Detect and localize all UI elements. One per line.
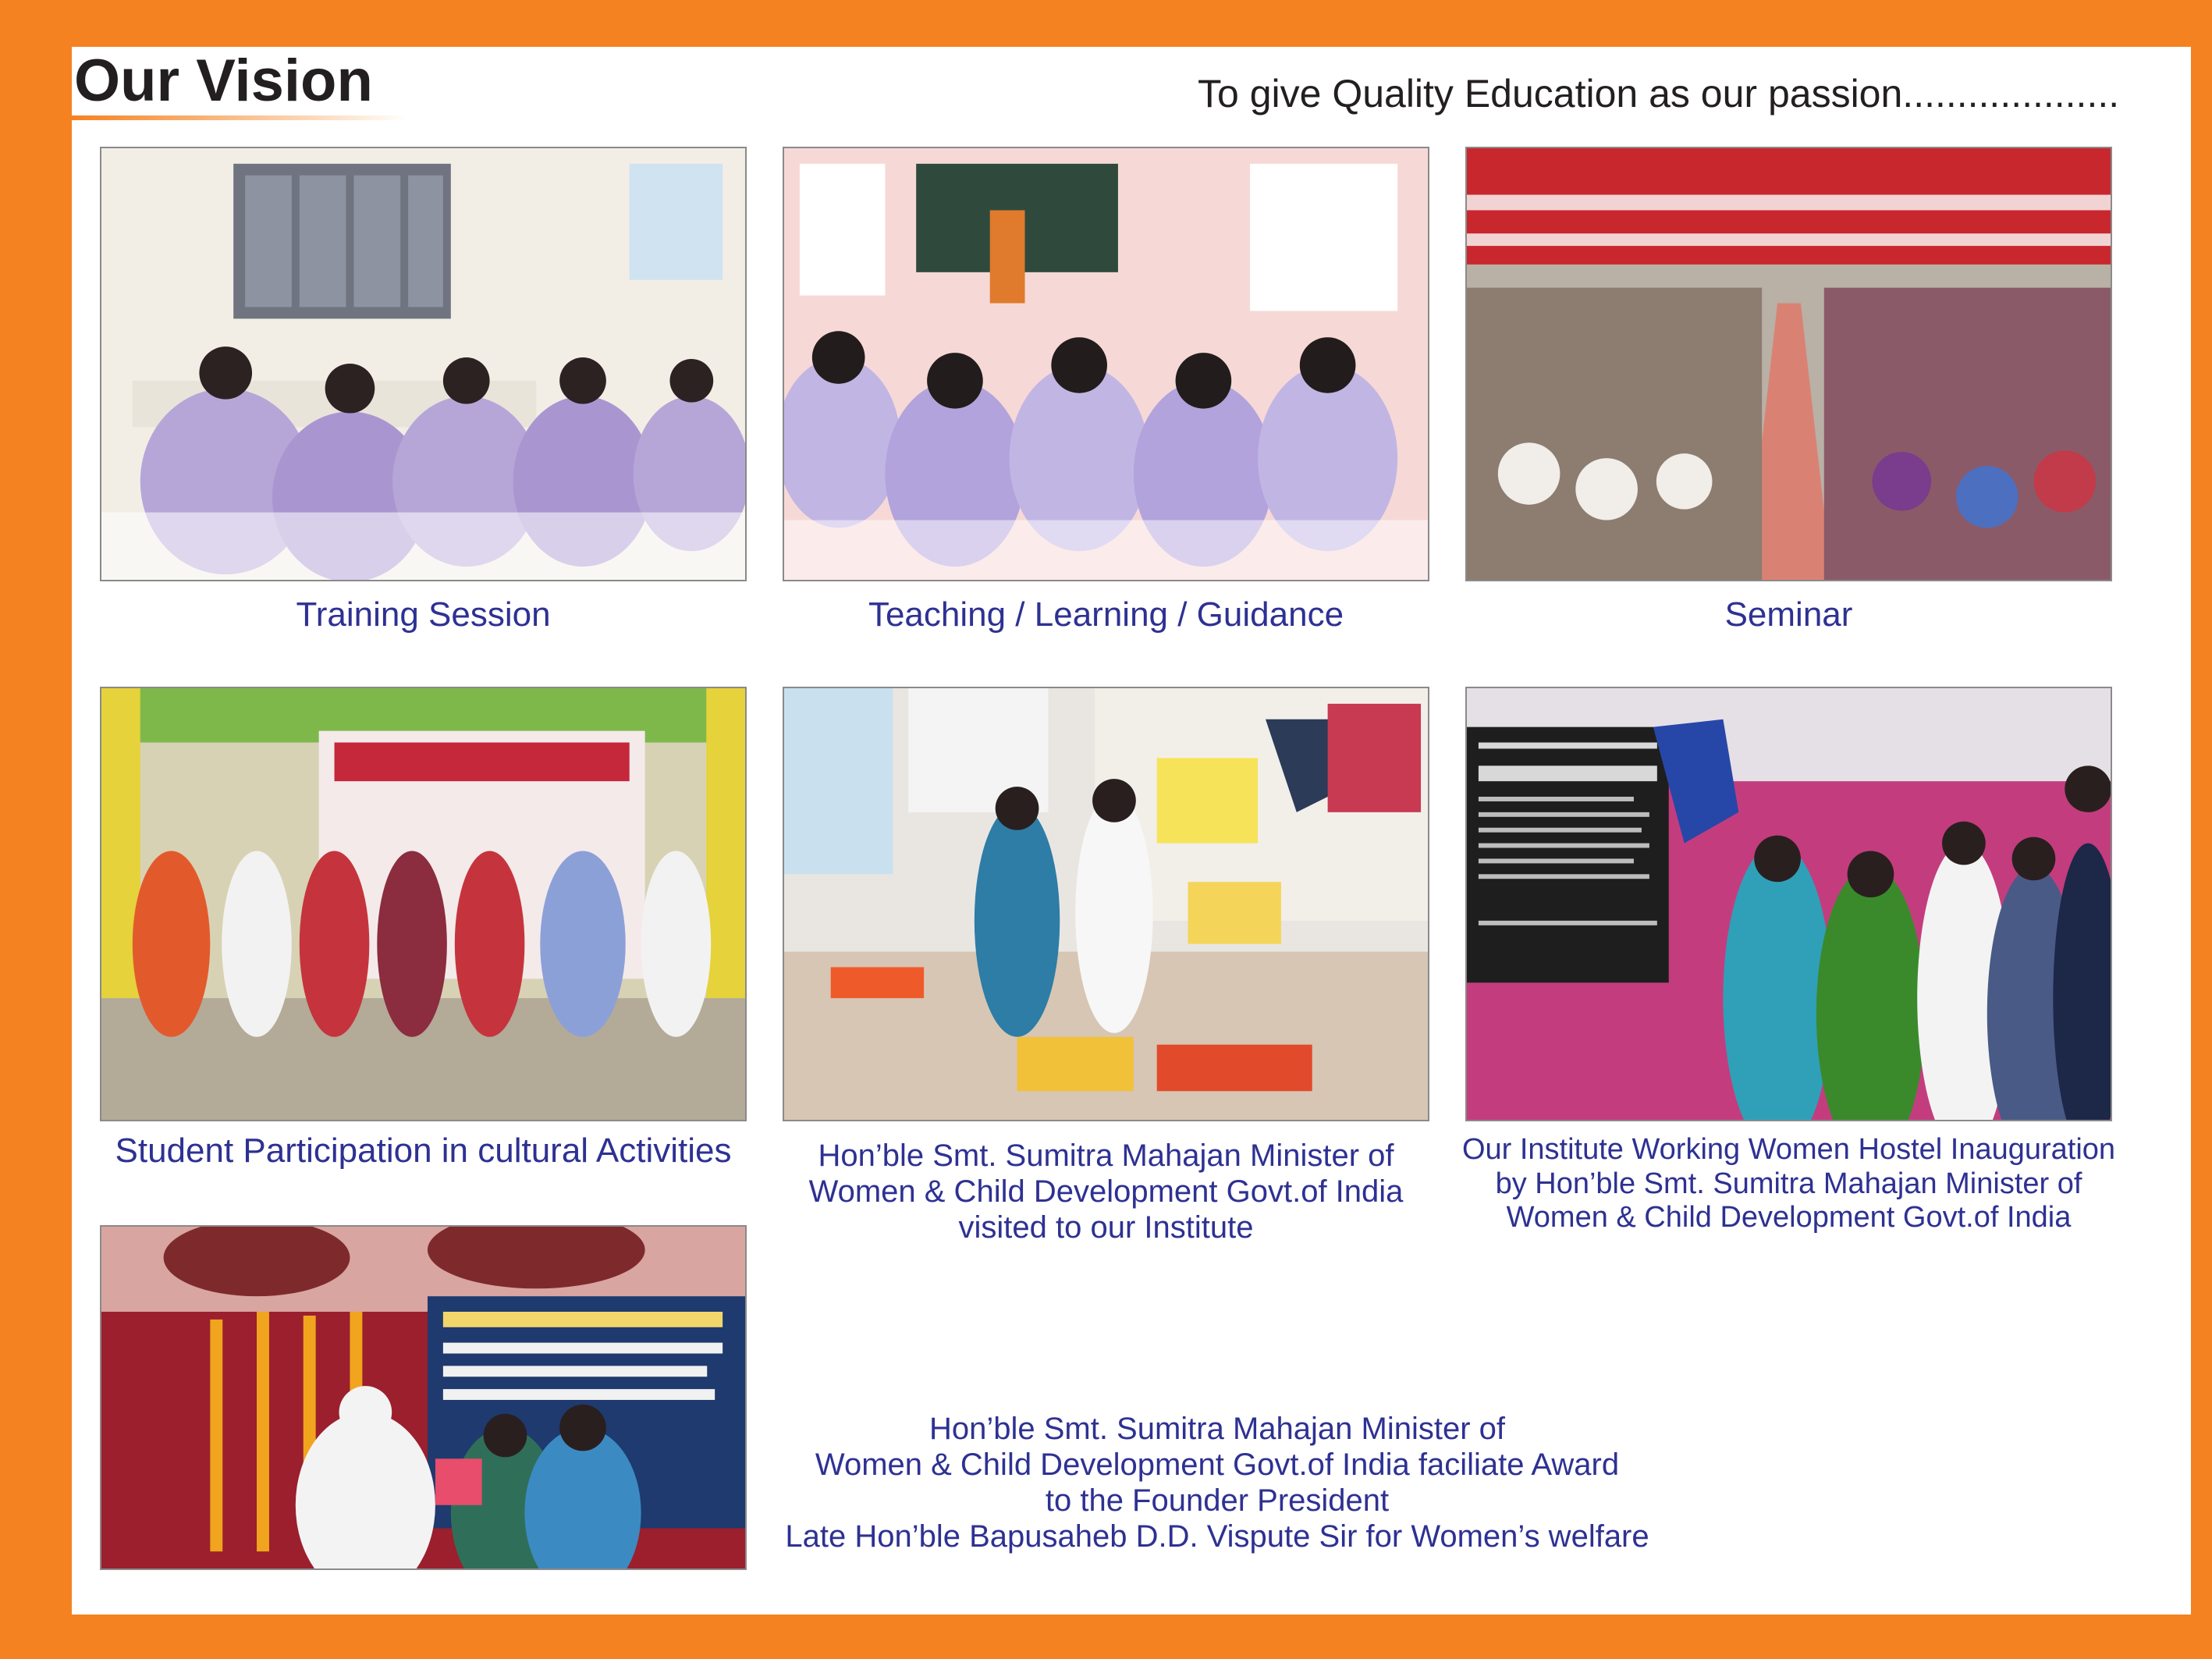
caption-hostel-inauguration: Our Institute Working Women Hostel Inauguration by Hon’ble Smt. Sumitra Mahajan Minister of Women & Child Development Govt.of India: [1461, 1133, 2116, 1234]
page-title: Our Vision: [74, 48, 373, 114]
photo-cultural-activities: [100, 687, 747, 1121]
photo-teaching-learning: [783, 147, 1429, 581]
caption-minister-visit: Hon’ble Smt. Sumitra Mahajan Minister of Women & Child Development Govt.of India visited to our Institute: [808, 1139, 1404, 1245]
photo-award-ceremony: [100, 1225, 747, 1570]
tagline: To give Quality Education as our passion....................: [1198, 72, 2120, 115]
caption-cultural-activities: Student Participation in cultural Activities: [115, 1131, 732, 1170]
photo-training-session: [100, 147, 747, 581]
photo-minister-visit: [783, 687, 1429, 1121]
caption-seminar: Seminar: [1724, 595, 1853, 634]
caption-training-session: Training Session: [296, 595, 551, 634]
title-underline: [72, 115, 407, 120]
caption-award-ceremony: Hon’ble Smt. Sumitra Mahajan Minister of Women & Child Development Govt.of India faciliate Award to the Founder President Late Hon’ble Bapusaheb D.D. Vispute Sir for Women’s welfare: [785, 1412, 1649, 1554]
caption-teaching-learning: Teaching / Learning / Guidance: [868, 595, 1344, 634]
photo-seminar: [1465, 147, 2112, 581]
photo-hostel-inauguration: [1465, 687, 2112, 1121]
